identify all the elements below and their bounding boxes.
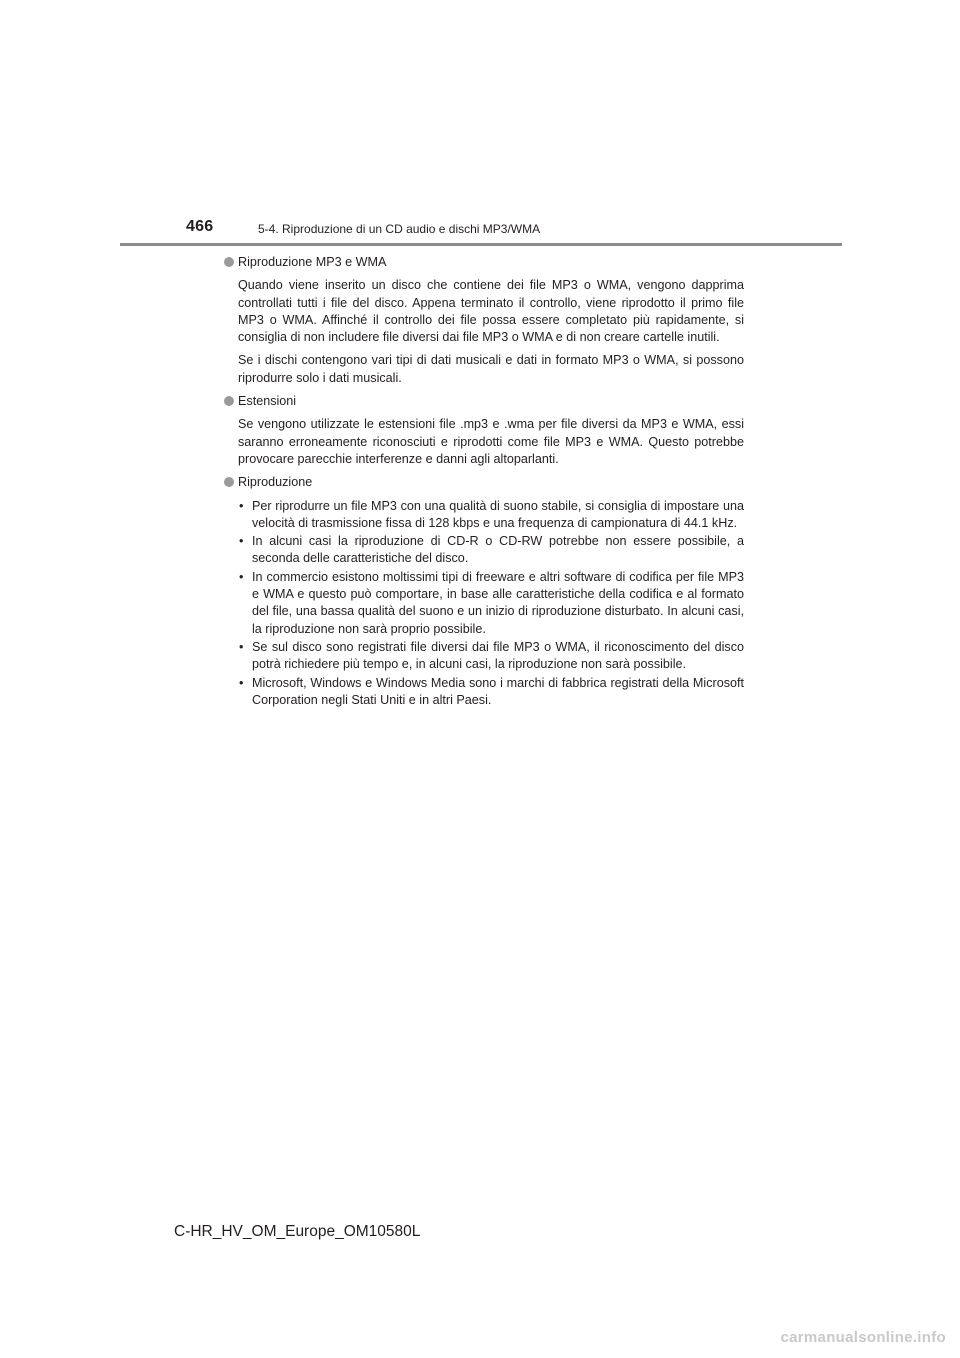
document-code: C-HR_HV_OM_Europe_OM10580L [174,1223,421,1240]
list-item-text: Per riprodurre un file MP3 con una qualità di suono stabile, si consiglia di impostare una velocità di trasmissione fissa di 128 kbps e una frequenza di campionatura di 44.1 kHz. [252,498,744,530]
paragraph: Quando viene inserito un disco che contiene dei file MP3 o WMA, vengono dapprima controllati tutti i file del disco. Appena terminato il controllo, viene riprodotto il primo file MP3 o WMA. Affinché il controllo dei file possa essere completato più rapidamente, si consiglia di non includere file diversi dai file MP3 o WMA e di non creare cartelle inutili. [238,278,744,345]
dot-bullet-icon: • [239,675,244,690]
section-heading-text: Estensioni [238,394,297,409]
page-content [222,254,744,715]
list-item-text: In commercio esistono moltissimi tipi di freeware e altri software di codifica per file MP3 e WMA e questo può comportare, in base alle caratteristiche della codifica e al formato del file, una bassa qualità del suono e un inizio di riproduzione disturbato. In alcuni casi, la riproduzione non sarà proprio possibile. [252,569,744,636]
section-title: 5-4. Riproduzione di un CD audio e dischi MP3/WMA [258,222,541,236]
header-divider [120,243,842,246]
list-item [238,569,744,638]
paragraph: Se i dischi contengono vari tipi di dati musicali e dati in formato MP3 o WMA, si possono riprodurre solo i dati musicali. [238,353,744,385]
section-heading-text: Riproduzione MP3 e WMA [238,255,387,269]
watermark: carmanualsonline.info [780,1329,946,1346]
list-item [238,498,744,533]
section-heading-text: Riproduzione [238,475,313,490]
list-item [238,675,744,710]
paragraph: Se vengono utilizzate le estensioni file .mp3 e .wma per file diversi da MP3 e WMA, essi saranno erroneamente riconosciuti e riprodotti come file MP3 e WMA. Questo potrebbe provocare parecchie interferenze e danni agli altoparlanti. [238,417,744,466]
dot-bullet-icon: • [239,534,244,549]
round-bullet-icon [224,257,234,267]
list-item-text: Se sul disco sono registrati file diversi dai file MP3 o WMA, il riconoscimento del disco potrà richiedere più tempo e, in alcuni casi, la riproduzione non sarà possibile. [252,639,744,672]
round-bullet-icon [224,477,234,487]
playback-notes-list [238,498,744,710]
list-item [238,533,744,568]
section-heading-playback [222,474,744,491]
section-heading-extensions [222,393,744,410]
round-bullet-icon [224,396,234,406]
dot-bullet-icon: • [239,498,244,513]
page-number: 466 [186,218,214,235]
section-heading-mp3-wma [222,254,744,271]
dot-bullet-icon: • [239,639,244,654]
list-item [238,639,744,674]
list-item-text: Microsoft, Windows e Windows Media sono i marchi di fabbrica registrati della Microsoft Corporation negli Stati Uniti e in altri Paesi. [252,675,744,707]
dot-bullet-icon: • [239,569,244,584]
list-item-text: In alcuni casi la riproduzione di CD-R o CD-RW potrebbe non essere possibile, a seconda delle caratteristiche del disco. [252,534,744,566]
